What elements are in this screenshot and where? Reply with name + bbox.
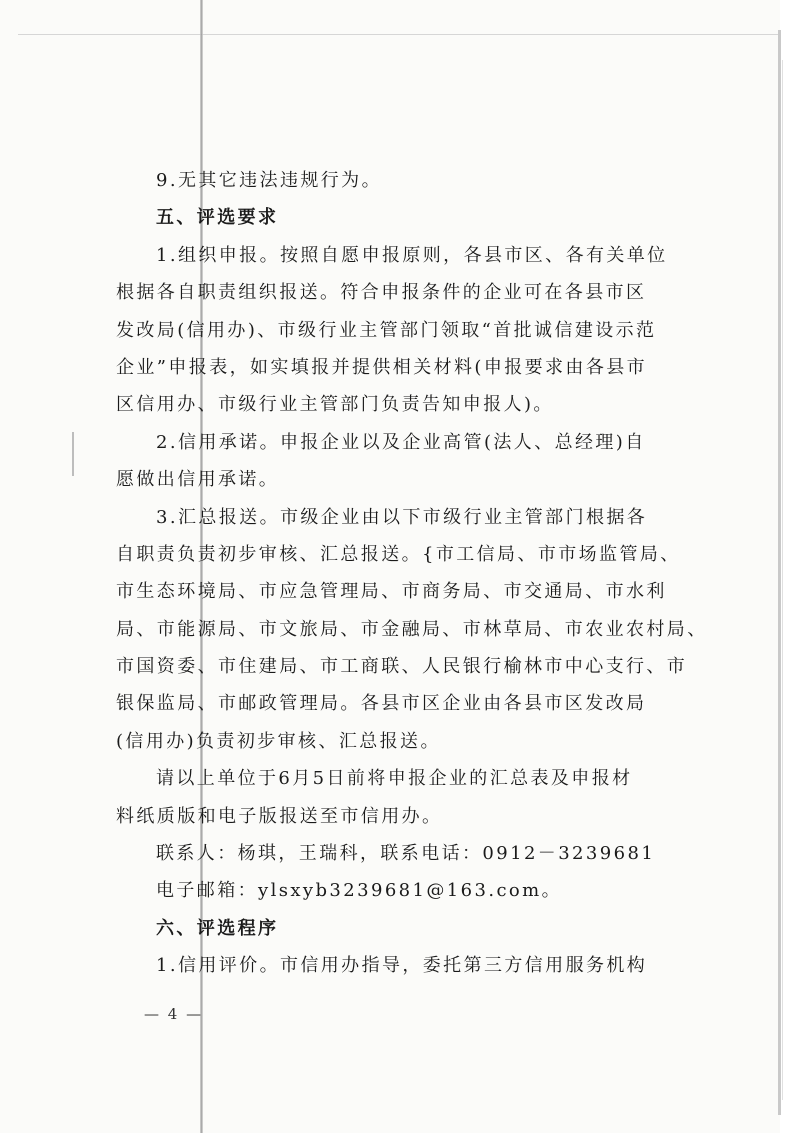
paragraph-line: 市生态环境局、市应急管理局、市商务局、市交通局、市水利 [116, 581, 667, 603]
paragraph-line: (信用办)负责初步审核、汇总报送。 [116, 730, 441, 752]
paragraph-line: 企业”申报表，如实填报并提供相关材料(申报要求由各县市 [116, 356, 648, 378]
paragraph-line: 1.信用评价。市信用办指导，委托第三方信用服务机构 [156, 955, 648, 977]
paragraph-line: 发改局(信用办)、市级行业主管部门领取“首批诚信建设示范 [116, 319, 657, 341]
paragraph-line: 请以上单位于6月5日前将申报企业的汇总表及申报材 [156, 768, 633, 790]
paragraph-line: 银保监局、市邮政管理局。各县市区企业由各县市区发改局 [116, 693, 647, 715]
paragraph-line: 区信用办、市级行业主管部门负责告知申报人)。 [116, 394, 554, 416]
section-heading-5: 五、评选要求 [156, 207, 279, 229]
section-heading-6: 六、评选程序 [156, 917, 279, 939]
paragraph-line: 料纸质版和电子版报送至市信用办。 [116, 805, 443, 827]
paragraph-line: 市国资委、市住建局、市工商联、人民银行榆林市中心支行、市 [116, 656, 688, 678]
scan-right-edge-shadow [782, 60, 783, 1100]
paragraph-line: 愿做出信用承诺。 [116, 469, 280, 491]
paragraph-line: 自职责负责初步审核、汇总报送。{市工信局、市市场监管局、 [116, 543, 681, 565]
paragraph-line: 9.无其它违法违规行为。 [156, 170, 382, 191]
contact-line: 联系人：杨琪，王瑞科，联系电话：0912－3239681 [156, 843, 656, 865]
paragraph-line: 2.信用承诺。申报企业以及企业高管(法人、总经理)自 [156, 431, 646, 453]
scan-margin-mark [72, 432, 74, 476]
paragraph-line: 局、市能源局、市文旅局、市金融局、市林草局、市农业农村局、 [116, 618, 708, 640]
page-number: — 4 — [144, 1005, 204, 1023]
paragraph-line: 根据各自职责组织报送。符合申报条件的企业可在各县市区 [116, 282, 647, 304]
paragraph-line: 1.组织申报。按照自愿申报原则，各县市区、各有关单位 [156, 244, 668, 266]
paragraph-line: 3.汇总报送。市级企业由以下市级行业主管部门根据各 [156, 506, 648, 528]
scan-top-border [18, 34, 778, 35]
scan-right-edge [778, 30, 781, 1115]
document-body [116, 162, 708, 985]
email-line: 电子邮箱：ylsxyb3239681@163.com。 [156, 880, 563, 902]
